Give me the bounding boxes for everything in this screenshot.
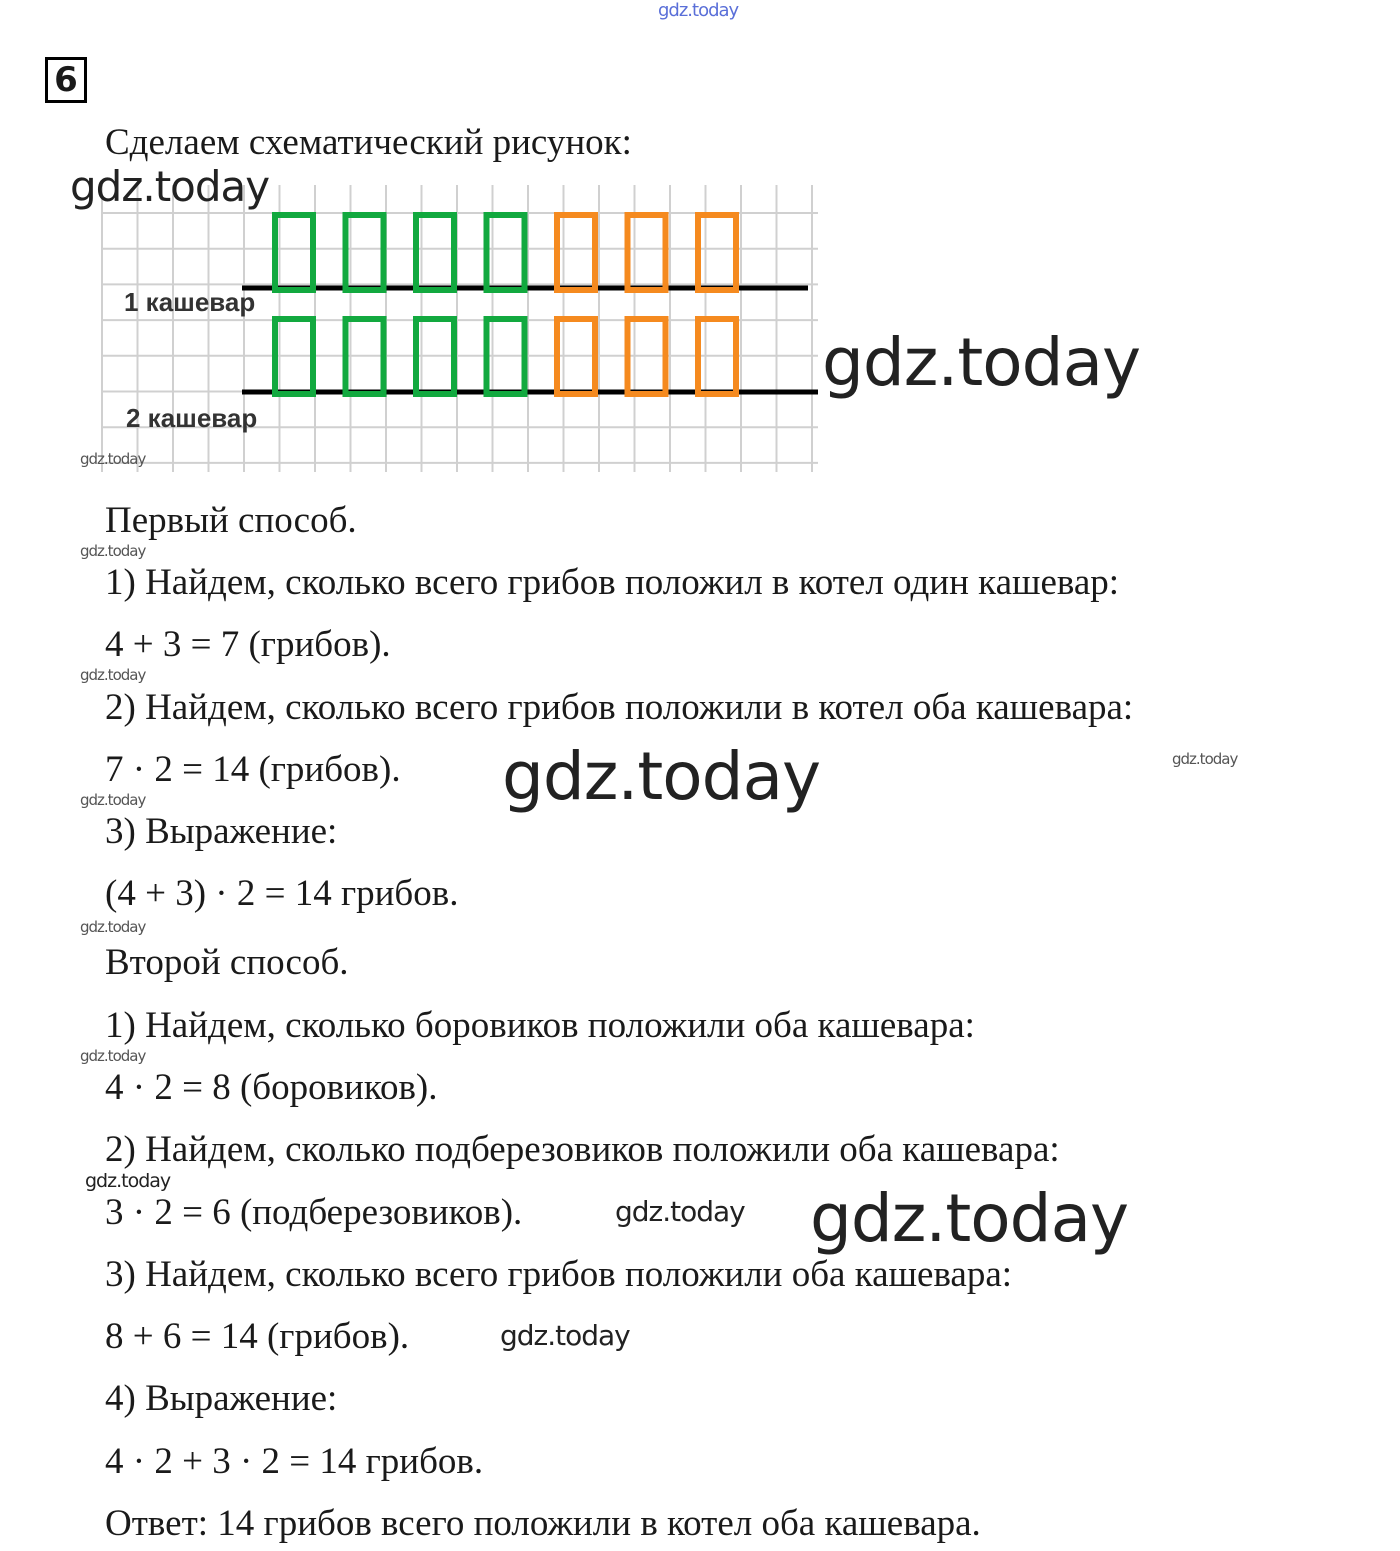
watermark: gdz.today (615, 1195, 745, 1228)
watermark: gdz.today (85, 1170, 171, 1192)
text-line: 7 · 2 = 14 (грибов). (105, 749, 401, 790)
text-line: 4 · 2 = 8 (боровиков). (105, 1067, 438, 1108)
watermark: gdz.today (80, 918, 146, 936)
watermark: gdz.today (502, 738, 821, 815)
text-line: 4 + 3 = 7 (грибов). (105, 624, 391, 665)
watermark: gdz.today (810, 1180, 1129, 1257)
watermark: gdz.today (80, 542, 146, 560)
watermark: gdz.today (1172, 750, 1238, 768)
watermark: gdz.today (500, 1319, 630, 1352)
text-line: 2) Найдем, сколько всего грибов положили в котел оба кашевара: (105, 687, 1134, 728)
task-number: 6 (45, 57, 87, 103)
text-line: Первый способ. (105, 500, 357, 541)
text-line: 2) Найдем, сколько подберезовиков положили оба кашевара: (105, 1129, 1060, 1170)
text-line: 8 + 6 = 14 (грибов). (105, 1316, 410, 1357)
text-line: 1) Найдем, сколько боровиков положили оба кашевара: (105, 1005, 975, 1046)
birch-bolete-mark (628, 215, 666, 290)
watermark: gdz.today (822, 324, 1141, 401)
text-line: 1) Найдем, сколько всего грибов положил в котел один кашевар: (105, 562, 1120, 603)
text-line: 3) Выражение: (105, 811, 338, 852)
row-label: 2 кашевар (126, 403, 258, 433)
text-line: 4) Выражение: (105, 1378, 338, 1419)
text-line: Ответ: 14 грибов всего положили в котел оба кашевара. (105, 1503, 981, 1544)
text-line: 3 · 2 = 6 (подберезовиков). (105, 1192, 523, 1233)
text-line: 4 · 2 + 3 · 2 = 14 грибов. (105, 1441, 484, 1482)
text-line: (4 + 3) · 2 = 14 грибов. (105, 873, 459, 914)
watermark: gdz.today (70, 162, 270, 211)
text-line: 3) Найдем, сколько всего грибов положили оба кашевара: (105, 1254, 1013, 1295)
watermark: gdz.today (80, 666, 146, 684)
boletus-mark (275, 215, 313, 290)
watermark: gdz.today (80, 791, 146, 809)
watermark: gdz.today (80, 1047, 146, 1065)
birch-bolete-mark (698, 215, 736, 290)
intro-text: Сделаем схематический рисунок: (105, 122, 632, 163)
watermark: gdz.today (80, 450, 146, 468)
watermark: gdz.today (658, 0, 739, 21)
text-line: Второй способ. (105, 942, 349, 983)
row-label: 1 кашевар (124, 287, 256, 317)
